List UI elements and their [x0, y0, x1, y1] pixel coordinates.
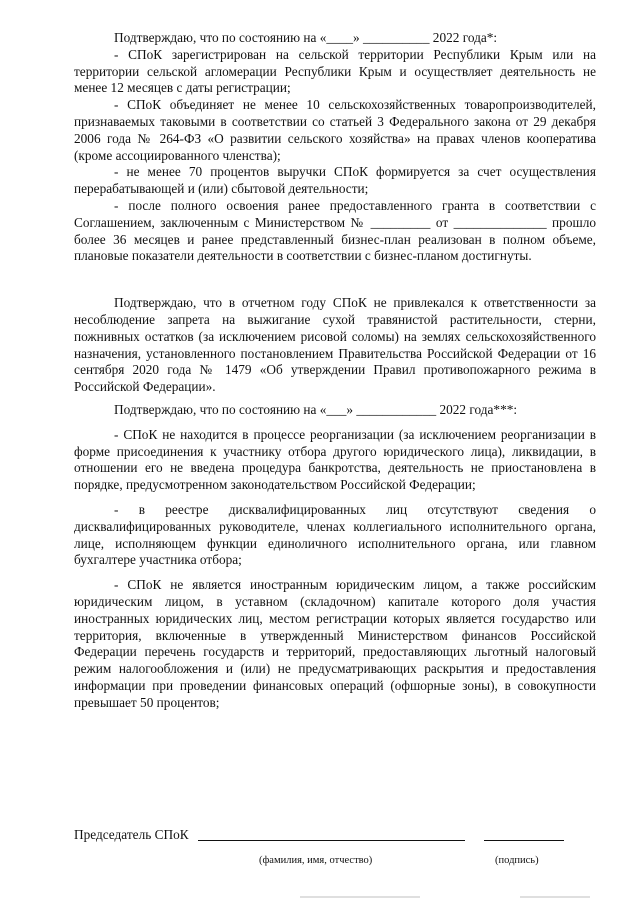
document-body [74, 30, 596, 711]
condition-revenue: - не менее 70 процентов выручки СПоК формируется за счет осуществления перерабатывающей и (или) сбытовой деятельности; [74, 164, 596, 197]
condition-reorganization: - СПоК не находится в процессе реорганизации (за исключением реорганизации в форме присоединения к участнику отбора другого юридического лица), ликвидации, в отношении его не введена процедура банкротства, деятельность не приостановлена в порядке, предусмотренном законодательством Российской Федерации; [74, 426, 596, 493]
condition-offshore: - СПоК не является иностранным юридическим лицом, а также российским юридическим лицом, в уставном (складочном) капитале которого доля участия иностранных юридических лиц, местом регистрации которых является государство или территория, включенные в утвержденный Министерством финансов Российской Федерации перечень государств и территорий, предоставляющих льготный налоговый режим налогообложения и (или) не предусматривающих раскрытия и предоставления информации при проведении финансовых операций (офшорные зоны), в совокупности превышает 50 процентов; [74, 577, 596, 710]
condition-disqualification: - в реестре дисквалифицированных лиц отсутствуют сведения о дисквалифицированных руководителе, членах коллегиального исполнительного органа, лице, исполняющем функции единоличного исполнительного органа, или главном бухгалтере участника отбора; [74, 501, 596, 568]
condition-members: - СПоК объединяет не менее 10 сельскохозяйственных товаропроизводителей, признаваемых таковыми в соответствии со статьей 3 Федерального закона от 29 декабря 2006 года № 264-ФЗ «О развитии сельского хозяйства» на правах членов кооператива (кроме ассоциированного членства); [74, 97, 596, 163]
signature-label: Председатель СПоК [74, 827, 189, 842]
name-line [198, 840, 465, 841]
signature-block [74, 827, 596, 866]
condition-registration: - СПоК зарегистрирован на сельской территории Республики Крым или на территории сельской агломерации Республики Крым и осуществляет деятельность не менее 12 месяцев с даты регистрации; [74, 46, 596, 96]
scan-artifact [300, 896, 420, 898]
confirmation-paragraph-1: Подтверждаю, что по состоянию на «____» __________ 2022 года*: [114, 30, 498, 45]
name-caption: (фамилия, имя, отчество) [259, 855, 373, 866]
signature-line [484, 840, 564, 841]
signature-caption: (подпись) [495, 855, 539, 866]
confirmation-paragraph-2: Подтверждаю, что по состоянию на «___» ____________ 2022 года***: [114, 401, 518, 417]
condition-previous-grant: - после полного освоения ранее предоставленного гранта в соответствии с Соглашением, заключенным с Министерством № _________ от ______________ прошло более 36 месяцев и ранее представленный бизнес-план реализован в полном объеме, плановые показатели деятельности в соответствии с бизнес-планом достигнуты. [74, 197, 596, 264]
confirmation-paragraph-fire-safety: Подтверждаю, что в отчетном году СПоК не привлекался к ответственности за несоблюдение запрета на выжигание сухой травянистой растительности, стерни, пожнивных остатков (за исключением рисовой соломы) на землях сельскохозяйственного назначения, установленного постановлением Правительства Российской Федерации от 16 сентября 2020 года № 1479 «Об утверждении Правил противопожарного режима в Российской Федерации». [74, 295, 596, 395]
scan-artifact [520, 896, 590, 898]
